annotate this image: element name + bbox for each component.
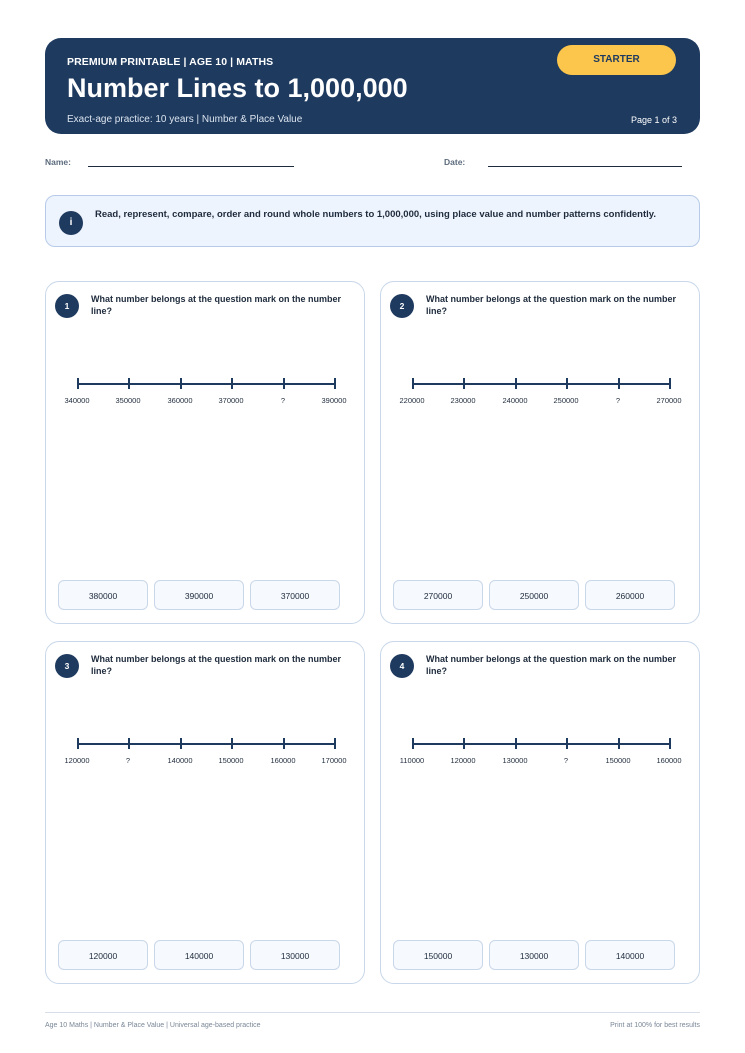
tick-mark xyxy=(283,378,285,389)
number-line-axis xyxy=(412,383,670,385)
tick-mark xyxy=(231,378,233,389)
number-line xyxy=(381,374,701,414)
tick-mark xyxy=(77,378,79,389)
answer-option[interactable]: 250000 xyxy=(489,580,579,610)
tick-mark xyxy=(231,738,233,749)
answer-option[interactable]: 120000 xyxy=(58,940,148,970)
question-card-2 xyxy=(380,281,700,624)
info-banner xyxy=(45,195,700,247)
tick-mark xyxy=(412,378,414,389)
question-number: 2 xyxy=(390,294,414,318)
tick-label: 150000 xyxy=(605,756,631,765)
tick-mark xyxy=(669,378,671,389)
tick-mark xyxy=(515,738,517,749)
tick-mark xyxy=(463,738,465,749)
answer-option[interactable]: 150000 xyxy=(393,940,483,970)
tick-mark xyxy=(566,738,568,749)
name-label: Name: xyxy=(45,157,71,167)
tick-label: ? xyxy=(615,396,621,405)
number-line-axis xyxy=(77,383,335,385)
tick-label: 160000 xyxy=(270,756,296,765)
tick-label: ? xyxy=(280,396,286,405)
tick-mark xyxy=(180,378,182,389)
footer-divider xyxy=(45,1012,700,1013)
question-text: What number belongs at the question mark on the number line? xyxy=(426,654,677,676)
tick-mark xyxy=(283,738,285,749)
answer-option[interactable]: 140000 xyxy=(585,940,675,970)
number-line xyxy=(46,374,366,414)
tick-label: ? xyxy=(125,756,131,765)
tick-mark xyxy=(412,738,414,749)
tick-label: 360000 xyxy=(167,396,193,405)
page-number: Page 1 of 3 xyxy=(630,115,677,125)
level-badge: STARTER xyxy=(557,45,676,75)
question-number: 3 xyxy=(55,654,79,678)
tick-mark xyxy=(566,378,568,389)
tick-label: 150000 xyxy=(218,756,244,765)
tick-label: ? xyxy=(563,756,569,765)
tick-mark xyxy=(669,738,671,749)
tick-label: 390000 xyxy=(321,396,347,405)
tick-label: 350000 xyxy=(115,396,141,405)
tick-label: 120000 xyxy=(64,756,90,765)
number-line xyxy=(46,734,366,774)
answer-option[interactable]: 270000 xyxy=(393,580,483,610)
answer-option[interactable]: 390000 xyxy=(154,580,244,610)
tick-label: 370000 xyxy=(218,396,244,405)
tick-label: 240000 xyxy=(502,396,528,405)
tick-label: 140000 xyxy=(167,756,193,765)
tick-mark xyxy=(128,378,130,389)
tick-mark xyxy=(334,378,336,389)
date-field[interactable] xyxy=(488,166,682,167)
tick-mark xyxy=(77,738,79,749)
tick-label: 250000 xyxy=(553,396,579,405)
tick-label: 130000 xyxy=(502,756,528,765)
tick-mark xyxy=(515,378,517,389)
tick-label: 270000 xyxy=(656,396,682,405)
header-subtitle: Exact-age practice: 10 years | Number & Place Value xyxy=(67,114,303,125)
tick-mark xyxy=(180,738,182,749)
tick-label: 110000 xyxy=(399,756,425,765)
name-field[interactable] xyxy=(88,166,294,167)
question-number: 4 xyxy=(390,654,414,678)
tick-label: 220000 xyxy=(399,396,425,405)
footer-left-text: Age 10 Maths | Number & Place Value | Universal age-based practice xyxy=(45,1022,261,1029)
answer-option[interactable]: 370000 xyxy=(250,580,340,610)
info-icon: i xyxy=(59,211,83,235)
question-card-3 xyxy=(45,641,365,984)
tick-label: 170000 xyxy=(321,756,347,765)
number-line xyxy=(381,734,701,774)
tick-mark xyxy=(618,738,620,749)
answer-option[interactable]: 260000 xyxy=(585,580,675,610)
page-title: Number Lines to 1,000,000 xyxy=(67,73,408,103)
tick-label: 120000 xyxy=(450,756,476,765)
answer-option[interactable]: 140000 xyxy=(154,940,244,970)
tick-label: 340000 xyxy=(64,396,90,405)
answer-option[interactable]: 380000 xyxy=(58,580,148,610)
number-line-axis xyxy=(77,743,335,745)
tick-mark xyxy=(618,378,620,389)
question-card-4 xyxy=(380,641,700,984)
question-text: What number belongs at the question mark on the number line? xyxy=(426,294,677,316)
answer-option[interactable]: 130000 xyxy=(489,940,579,970)
tick-mark xyxy=(128,738,130,749)
question-text: What number belongs at the question mark on the number line? xyxy=(91,654,342,676)
question-number: 1 xyxy=(55,294,79,318)
answer-option[interactable]: 130000 xyxy=(250,940,340,970)
question-text: What number belongs at the question mark on the number line? xyxy=(91,294,342,316)
worksheet-header xyxy=(45,38,700,134)
tick-label: 160000 xyxy=(656,756,682,765)
footer-right-text: Print at 100% for best results xyxy=(610,1022,700,1029)
tick-label: 230000 xyxy=(450,396,476,405)
tick-mark xyxy=(334,738,336,749)
header-eyebrow: PREMIUM PRINTABLE | AGE 10 | MATHS xyxy=(67,56,274,68)
info-text: Read, represent, compare, order and round whole numbers to 1,000,000, using place value and number patterns confidently. xyxy=(95,209,656,220)
number-line-axis xyxy=(412,743,670,745)
tick-mark xyxy=(463,378,465,389)
question-card-1 xyxy=(45,281,365,624)
date-label: Date: xyxy=(444,157,466,167)
